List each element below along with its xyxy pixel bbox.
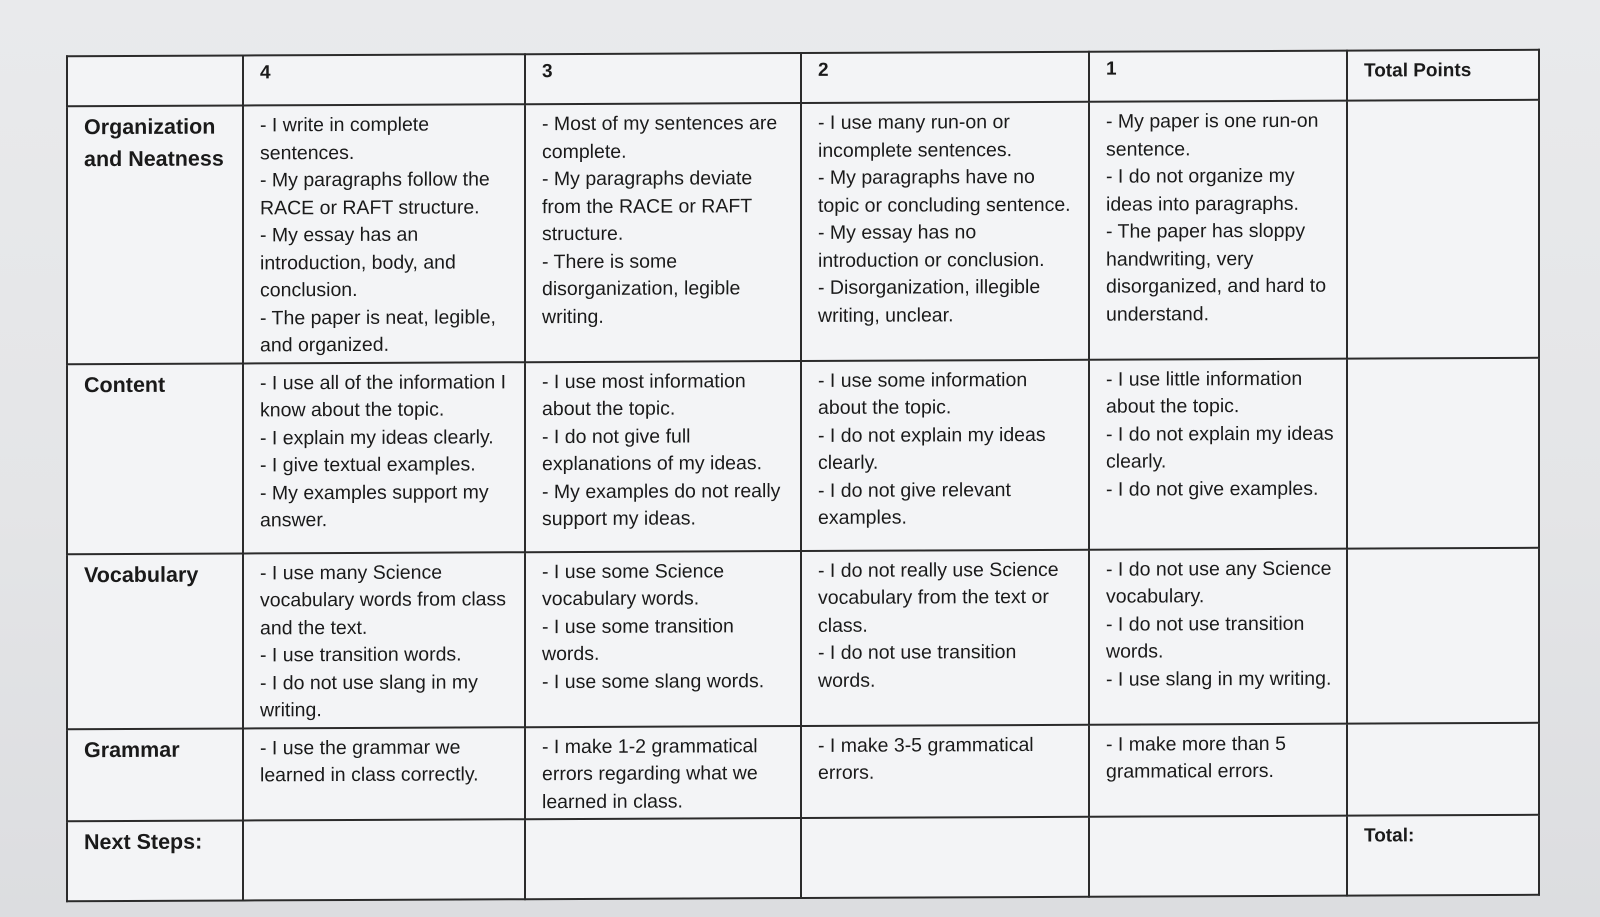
descriptor-item: - I make 3-5 grammatical errors. [818,733,1040,784]
descriptor-item: - I use some Science vocabulary words. [542,559,730,611]
total-points-cell [1347,547,1539,723]
descriptor-item: - I do not use transition words. [1106,612,1310,663]
descriptor-item: - I use some slang words. [542,669,765,693]
descriptor-item: - I do not really use Science vocabulary from the text or class. [818,558,1065,637]
descriptor-item: - I do not give full explanations of my ideas. [542,424,763,476]
descriptor-item: - I give textual examples. [260,453,476,477]
criterion-organization [67,105,243,363]
grand-total-label: Total: [1347,815,1539,896]
descriptor-cell-score-1 [1089,548,1347,724]
descriptor-item: - I do not give relevant examples. [818,478,1017,529]
rubric-row-grammar [67,722,1539,821]
descriptor-cell-score-2 [801,549,1089,725]
next-steps-label: Next Steps: [67,820,243,901]
descriptor-item: - I make 1-2 grammatical errors regarding what we learned in class. [542,734,764,813]
descriptor-item: - My paragraphs have no topic or concluding sentence. [818,165,1071,217]
score-header-2: 2 [801,52,1089,103]
descriptor-item: - I do not explain my ideas clearly. [818,423,1052,474]
descriptor-cell-score-3 [525,726,801,820]
criterion-content [67,363,243,554]
rubric-row-content [67,357,1539,553]
next-steps-cell [801,817,1089,898]
criterion-label-line: and Neatness [84,146,224,172]
descriptor-item: - I write in complete sentences. [260,113,435,164]
criterion-label-line: Organization [84,114,216,140]
score-header-4: 4 [243,54,525,105]
descriptor-cell-score-1 [1089,723,1347,817]
descriptor-item: - My paper is one run-on sentence. [1106,109,1324,161]
descriptor-cell-score-4 [243,552,525,728]
rubric-row-vocabulary [67,547,1539,728]
descriptor-item: - I do not organize my ideas into paragraphs. [1106,164,1301,216]
next-steps-cell [525,818,801,899]
descriptor-item: - Disorganization, illegible writing, unclear. [818,275,1046,327]
criterion-label-line: Grammar [84,737,180,762]
descriptor-item: - My essay has no introduction or conclusion. [818,221,1045,272]
score-header-1: 1 [1089,51,1347,102]
descriptor-cell-score-3 [525,551,801,727]
descriptor-cell-score-4 [243,727,525,821]
descriptor-item: - My essay has an introduction, body, and conclusion. [260,223,462,302]
descriptor-item: - There is some disorganization, legible writing. [542,250,746,328]
descriptor-item: - I do not explain my ideas clearly. [1106,422,1340,473]
total-points-cell [1347,357,1539,548]
criterion-grammar [67,728,243,821]
criterion-label-line: Vocabulary [84,562,199,587]
descriptor-item: - I do not use slang in my writing. [260,670,484,722]
descriptor-cell-score-1 [1089,101,1347,360]
descriptor-item: - I do not give examples. [1106,477,1319,501]
total-points-header: Total Points [1347,50,1539,101]
descriptor-cell-score-1 [1089,358,1347,549]
criterion-vocabulary [67,553,243,729]
header-corner-cell [67,55,243,106]
descriptor-item: - I do not use transition words. [818,641,1022,692]
descriptor-item: - I use the grammar we learned in class correctly. [260,735,479,787]
descriptor-item: - I use some transition words. [542,614,740,666]
descriptor-cell-score-4 [243,362,525,553]
descriptor-cell-score-2 [801,724,1089,818]
score-header-3: 3 [525,53,801,104]
descriptor-item: - My examples do not really support my ideas. [542,479,786,531]
descriptor-item: - I use many run-on or incomplete sentences. [818,111,1016,162]
descriptor-item: - I explain my ideas clearly. [260,425,494,449]
descriptor-cell-score-3 [525,361,801,552]
rubric-row-organization [67,100,1539,364]
next-steps-row [67,815,1539,901]
descriptor-item: - I use all of the information I know about the topic. [260,370,512,422]
next-steps-cell [243,819,525,900]
descriptor-item: - My paragraphs deviate from the RACE or RAFT structure. [542,167,758,246]
total-points-cell [1347,722,1539,815]
descriptor-cell-score-2 [801,102,1089,361]
descriptor-item: - I use most information about the topic. [542,369,752,421]
descriptor-item: - I make more than 5 grammatical errors. [1106,732,1292,783]
header-row [67,50,1539,106]
descriptor-item: - I use some information about the topic. [818,368,1033,419]
descriptor-item: - I use transition words. [260,643,462,667]
descriptor-item: - The paper has sloppy handwriting, very disorganized, and hard to understand. [1106,219,1332,326]
descriptor-item: - My examples support my answer. [260,480,495,532]
descriptor-item: - I use slang in my writing. [1106,667,1332,691]
descriptor-cell-score-3 [525,103,801,362]
descriptor-item: - I do not use any Science vocabulary. [1106,557,1337,608]
descriptor-item: - Most of my sentences are complete. [542,112,783,163]
descriptor-item: - The paper is neat, legible, and organized. [260,305,502,357]
descriptor-item: - My paragraphs follow the RACE or RAFT structure. [260,168,496,219]
rubric-table [66,49,1540,902]
next-steps-cell [1089,816,1347,897]
total-points-cell [1347,100,1539,358]
descriptor-item: - I use many Science vocabulary words from class and the text. [260,561,512,639]
descriptor-cell-score-4 [243,104,525,363]
descriptor-item: - I use little information about the topic. [1106,367,1308,418]
criterion-label-line: Content [84,372,166,397]
descriptor-cell-score-2 [801,359,1089,550]
